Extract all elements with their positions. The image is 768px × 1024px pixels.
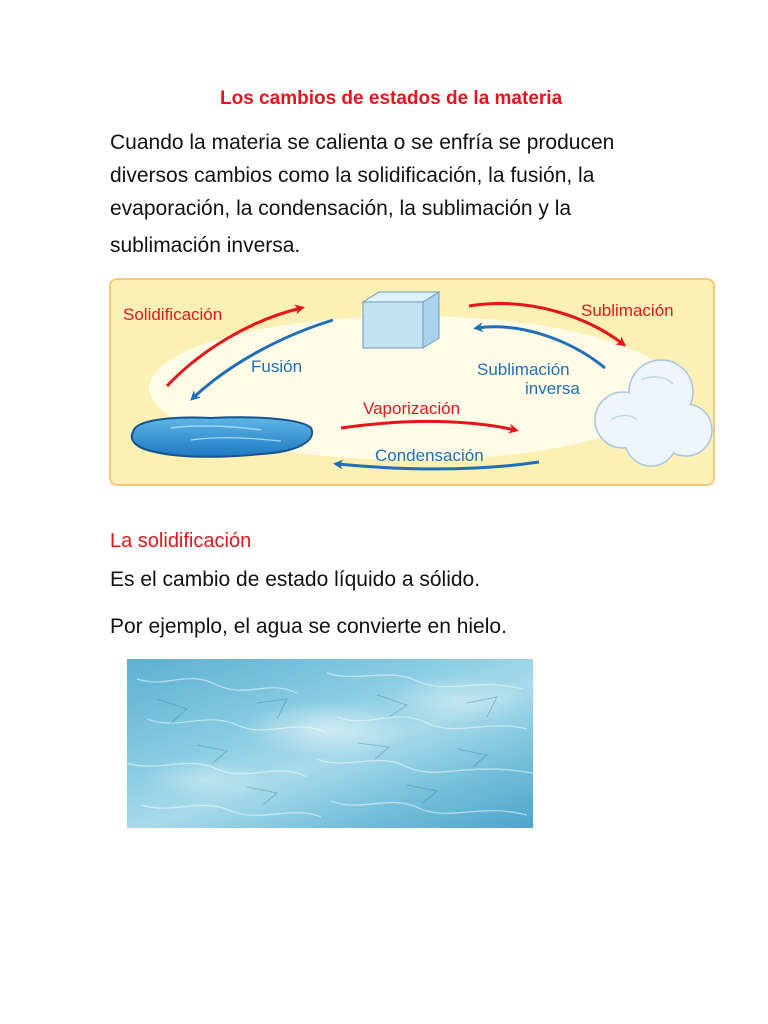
diagram-drawing bbox=[111, 280, 715, 486]
label-sublimacion-inversa-2: inversa bbox=[525, 379, 580, 398]
label-solidificacion: Solidificación bbox=[123, 305, 223, 324]
label-sublimacion: Sublimación bbox=[581, 301, 674, 320]
intro-line-4: sublimación inversa. bbox=[110, 234, 301, 257]
label-vaporizacion: Vaporización bbox=[363, 399, 461, 418]
section-paragraph-1: Es el cambio de estado líquido a sólido. bbox=[110, 568, 481, 591]
ice-texture bbox=[127, 659, 533, 828]
states-of-matter-diagram bbox=[109, 278, 715, 486]
intro-line-2: diversos cambios como la solidificación, la fusión, la bbox=[110, 164, 595, 187]
page-title: Los cambios de estados de la materia bbox=[220, 88, 563, 109]
ice-cube-icon bbox=[363, 292, 439, 348]
section-paragraph-2: Por ejemplo, el agua se convierte en hielo. bbox=[110, 615, 507, 638]
water-puddle-icon bbox=[132, 417, 312, 456]
label-condensacion: Condensación bbox=[375, 446, 484, 465]
intro-line-3: evaporación, la condensación, la sublimación y la bbox=[110, 197, 572, 220]
intro-paragraph bbox=[110, 126, 690, 262]
section-heading: La solidificación bbox=[110, 530, 252, 552]
ice-photo bbox=[127, 659, 533, 828]
label-fusion: Fusión bbox=[251, 357, 303, 376]
label-sublimacion-inversa-1: Sublimación bbox=[477, 360, 570, 379]
intro-line-1: Cuando la materia se calienta o se enfría se producen bbox=[110, 131, 615, 154]
